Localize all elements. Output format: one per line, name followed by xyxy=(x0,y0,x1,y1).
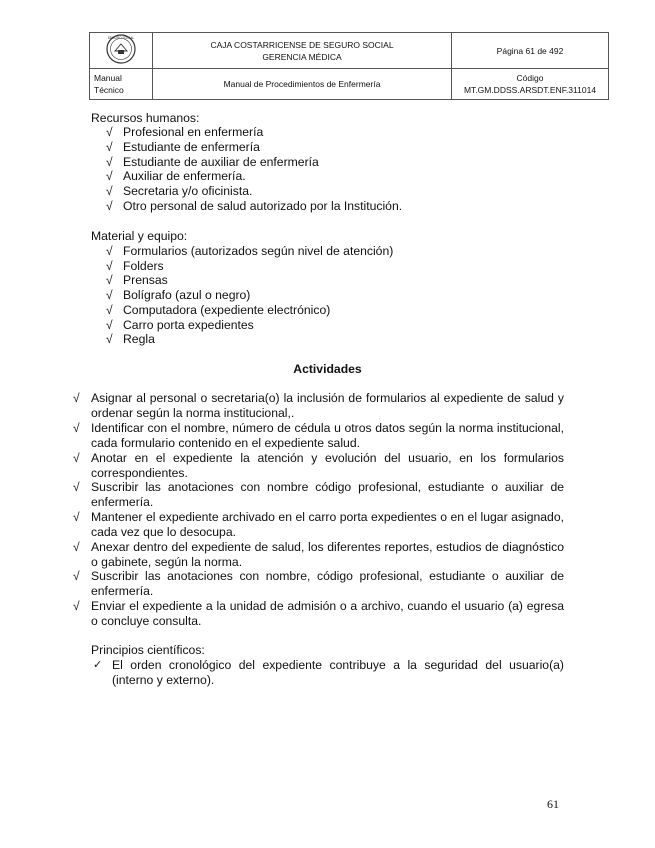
check-icon: √ xyxy=(106,332,113,346)
code-value: MT.GM.DDSS.ARSDT.ENF.311014 xyxy=(463,85,597,95)
activity-item: Suscribir las anotaciones con nombre, código profesional, estudiante o auxiliar de enfermería. xyxy=(91,569,564,598)
tick-icon: ✓ xyxy=(93,659,103,671)
org-line1: CAJA COSTARRICENSE DE SEGURO SOCIAL xyxy=(210,39,394,50)
check-icon: √ xyxy=(73,569,80,583)
page-label: Página 61 de 492 xyxy=(452,33,609,69)
list-item: Computadora (expediente electrónico) xyxy=(123,303,331,317)
check-icon: √ xyxy=(73,451,80,465)
check-icon: √ xyxy=(106,184,113,198)
check-icon: √ xyxy=(73,391,80,405)
list-item: Carro porta expedientes xyxy=(123,318,254,332)
manual-title: Manual de Procedimientos de Enfermería xyxy=(153,69,452,100)
code-label: Código xyxy=(516,73,544,83)
doc-type-cell xyxy=(90,69,153,100)
list-item: Estudiante de auxiliar de enfermería xyxy=(123,155,319,169)
logo-cell xyxy=(90,33,153,69)
activity-item: Suscribir las anotaciones con nombre código profesional, estudiante o auxiliar de enfermería. xyxy=(91,480,564,509)
check-icon: √ xyxy=(73,540,80,554)
principles-heading: Principios científicos: xyxy=(91,643,205,657)
org-line2: GERENCIA MÉDICA xyxy=(262,51,342,62)
check-icon: √ xyxy=(106,259,113,273)
check-icon: √ xyxy=(106,155,113,169)
check-icon: √ xyxy=(106,288,113,302)
activity-item: Enviar el expediente a la unidad de admisión o a archivo, cuando el usuario (a) egresa o concluye consulta. xyxy=(91,599,564,628)
logo-text: SEGURO SOCIAL xyxy=(107,36,135,40)
list-item: Formularios (autorizados según nivel de atención) xyxy=(123,244,394,258)
check-icon: √ xyxy=(106,140,113,154)
check-icon: √ xyxy=(106,273,113,287)
ccss-logo-icon xyxy=(101,33,141,65)
check-icon: √ xyxy=(106,244,113,258)
activity-item: Identificar con el nombre, número de cédula u otros datos según la norma institucional, cada formulario contenido en el expediente salud. xyxy=(91,421,564,450)
doc-type-line2: Técnico xyxy=(94,85,124,95)
list-item: Regla xyxy=(123,332,155,346)
list-item: Secretaria y/o oficinista. xyxy=(123,184,253,198)
check-icon: √ xyxy=(106,169,113,183)
material-heading: Material y equipo: xyxy=(91,229,188,243)
list-item: Folders xyxy=(123,259,164,273)
page-number: 61 xyxy=(547,797,559,811)
list-item: Estudiante de enfermería xyxy=(123,140,260,154)
list-item: Prensas xyxy=(123,273,168,287)
activity-item: Anexar dentro del expediente de salud, los diferentes reportes, estudios de diagnóstico o gabinete, según la norma. xyxy=(91,540,564,569)
activities-title: Actividades xyxy=(293,362,362,376)
doc-type-line1: Manual xyxy=(94,73,122,83)
list-item: Bolígrafo (azul o negro) xyxy=(123,288,251,302)
list-item: Otro personal de salud autorizado por la Institución. xyxy=(123,199,403,213)
activity-item: Asignar al personal o secretaria(o) la inclusión de formularios al expediente de salud y ordenar según la norma institucional,. xyxy=(91,391,564,420)
check-icon: √ xyxy=(73,480,80,494)
code-cell xyxy=(452,69,609,100)
check-icon: √ xyxy=(106,125,113,139)
check-icon: √ xyxy=(73,421,80,435)
activity-item: Anotar en el expediente la atención y evolución del usuario, en los formularios correspondientes. xyxy=(91,451,564,480)
check-icon: √ xyxy=(106,199,113,213)
list-item: Profesional en enfermería xyxy=(123,125,264,139)
rrhh-heading: Recursos humanos: xyxy=(91,111,200,125)
check-icon: √ xyxy=(73,599,80,613)
check-icon: √ xyxy=(106,303,113,317)
check-icon: √ xyxy=(73,510,80,524)
document-header xyxy=(89,32,609,100)
list-item: Auxiliar de enfermería. xyxy=(123,169,246,183)
principle-item: El orden cronológico del expediente contribuye a la seguridad del usuario(a) (interno y externo). xyxy=(112,658,564,687)
activity-item: Mantener el expediente archivado en el carro porta expedientes o en el lugar asignado, cada vez que lo desocupa. xyxy=(91,510,564,539)
check-icon: √ xyxy=(106,318,113,332)
org-cell xyxy=(153,33,452,69)
